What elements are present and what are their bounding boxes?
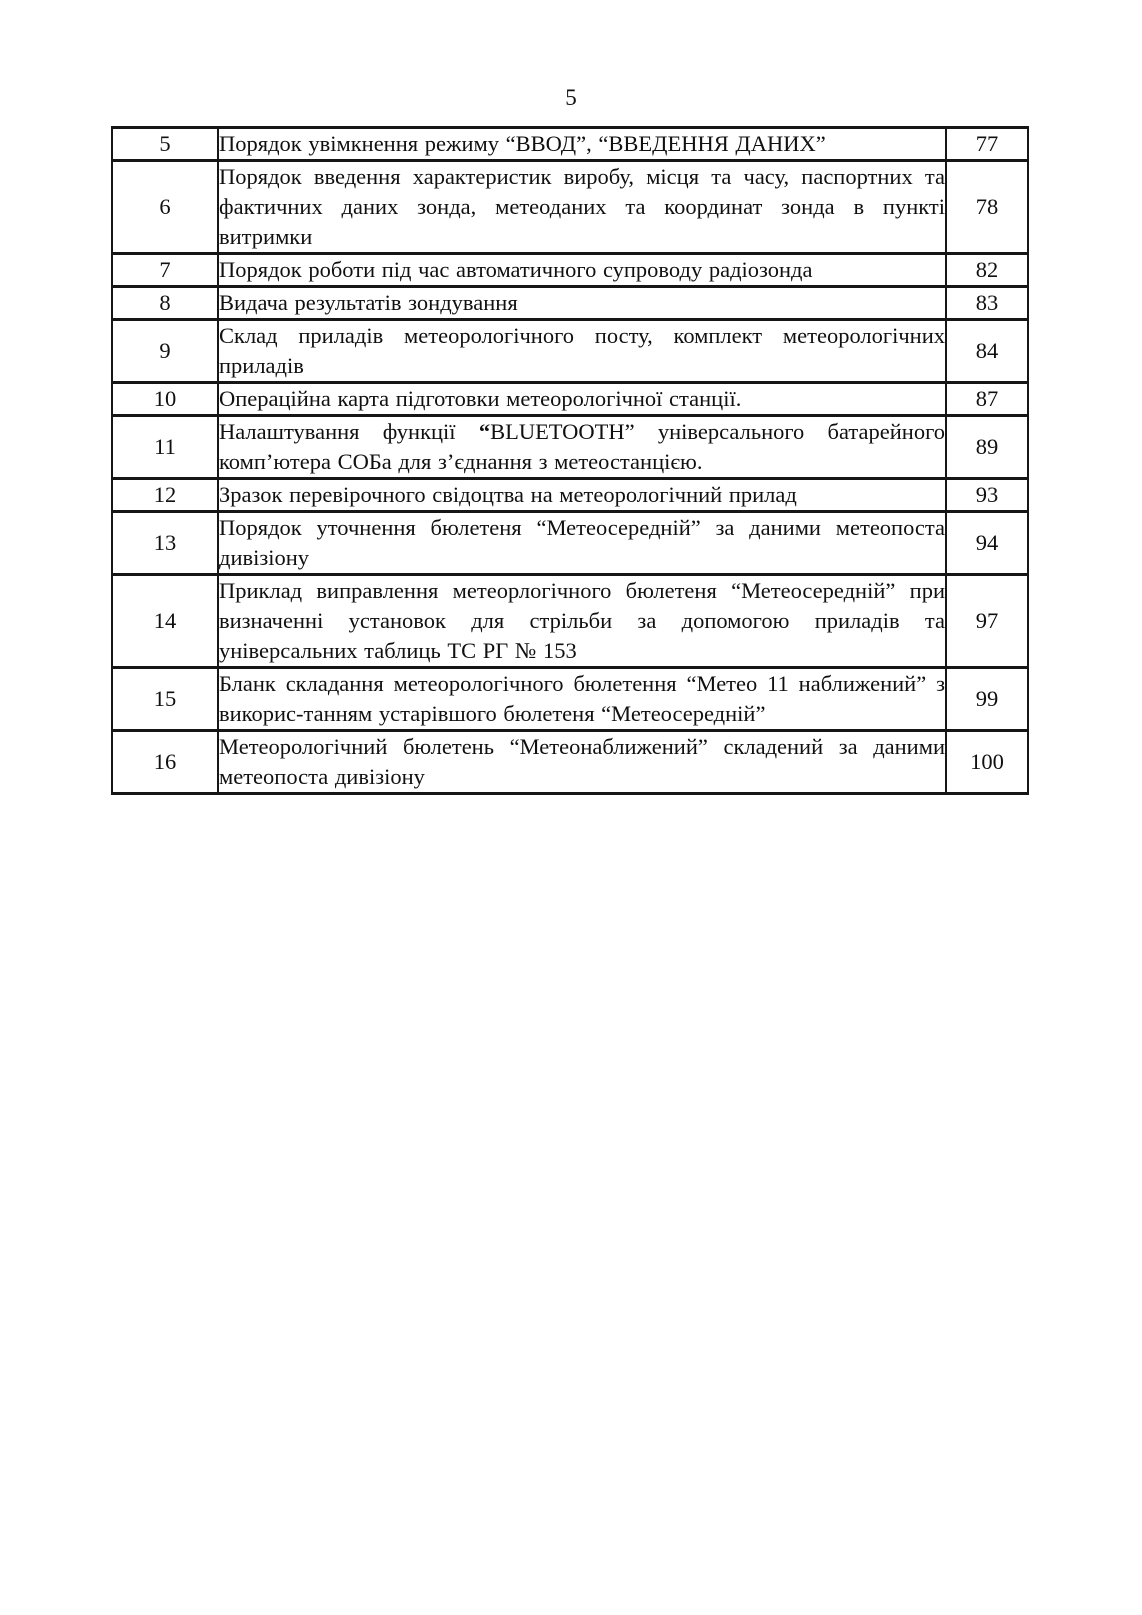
row-item-number: 9 <box>112 320 218 383</box>
table-of-contents <box>111 126 1029 795</box>
table-row <box>112 128 1028 161</box>
table-row <box>112 320 1028 383</box>
row-title-segment: Налаштування функції <box>219 419 479 444</box>
row-item-number: 14 <box>112 575 218 668</box>
row-item-number: 12 <box>112 479 218 512</box>
table-row <box>112 575 1028 668</box>
row-title <box>218 416 946 479</box>
row-title <box>218 479 946 512</box>
row-item-number: 5 <box>112 128 218 161</box>
table-row <box>112 479 1028 512</box>
row-title <box>218 383 946 416</box>
table-row <box>112 287 1028 320</box>
row-title-segment: Порядок уточнення бюлетеня “Метеосередній” за даними метеопоста дивізіону <box>219 515 945 570</box>
row-title-segment: Видача результатів зондування <box>219 290 518 315</box>
row-title <box>218 320 946 383</box>
row-title-segment: Приклад виправлення метеорлогічного бюлетеня “Метеосередній” при визначенні установок для стрільби за допомогою приладів та універсальних таблиць ТС РГ № 153 <box>219 578 945 663</box>
row-title <box>218 575 946 668</box>
row-title-segment: Зразок перевірочного свідоцтва на метеорологічний прилад <box>219 482 797 507</box>
row-page-number: 94 <box>946 512 1028 575</box>
row-title-segment: Бланк складання метеорологічного бюлетення “Метео 11 наближений” з викорис-танням устарівшого бюлетеня “Метеосередній” <box>219 671 945 726</box>
table-row <box>112 731 1028 794</box>
row-title-segment: BLUETOOTH” універсального батарейного комп’ютера СОБа для з’єднання з метеостанцією. <box>219 419 945 474</box>
row-page-number: 93 <box>946 479 1028 512</box>
row-item-number: 6 <box>112 161 218 254</box>
row-page-number: 78 <box>946 161 1028 254</box>
row-page-number: 82 <box>946 254 1028 287</box>
row-title <box>218 254 946 287</box>
table-row <box>112 383 1028 416</box>
row-item-number: 7 <box>112 254 218 287</box>
table-row <box>112 512 1028 575</box>
row-item-number: 13 <box>112 512 218 575</box>
row-title-segment: Метеорологічний бюлетень “Метеонаближений” складений за даними метеопоста дивізіону <box>219 734 945 789</box>
row-title <box>218 128 946 161</box>
row-item-number: 11 <box>112 416 218 479</box>
row-page-number: 99 <box>946 668 1028 731</box>
row-page-number: 97 <box>946 575 1028 668</box>
row-page-number: 89 <box>946 416 1028 479</box>
row-title <box>218 161 946 254</box>
row-title-bold-segment: “ <box>478 419 491 444</box>
row-title <box>218 287 946 320</box>
page-number: 5 <box>565 85 577 110</box>
row-page-number: 77 <box>946 128 1028 161</box>
row-title-segment: Склад приладів метеорологічного посту, комплект метеорологічних приладів <box>219 323 945 378</box>
row-page-number: 84 <box>946 320 1028 383</box>
table-row <box>112 254 1028 287</box>
row-title-segment: Порядок увімкнення режиму “ВВОД”, “ВВЕДЕННЯ ДАНИХ” <box>219 131 826 156</box>
row-item-number: 16 <box>112 731 218 794</box>
row-item-number: 8 <box>112 287 218 320</box>
table-row <box>112 416 1028 479</box>
row-item-number: 15 <box>112 668 218 731</box>
table-row <box>112 161 1028 254</box>
row-title-segment: Операційна карта підготовки метеорологічної станції. <box>219 386 742 411</box>
row-title-segment: Порядок роботи під час автоматичного супроводу радіозонда <box>219 257 813 282</box>
row-title-segment: Порядок введення характеристик виробу, місця та часу, паспортних та фактичних даних зонда, метеоданих та координат зонда в пункті витримки <box>219 164 945 249</box>
row-title <box>218 512 946 575</box>
row-page-number: 100 <box>946 731 1028 794</box>
row-title <box>218 731 946 794</box>
row-page-number: 87 <box>946 383 1028 416</box>
row-title <box>218 668 946 731</box>
table-row <box>112 668 1028 731</box>
row-item-number: 10 <box>112 383 218 416</box>
row-page-number: 83 <box>946 287 1028 320</box>
toc-table-body <box>112 128 1028 794</box>
